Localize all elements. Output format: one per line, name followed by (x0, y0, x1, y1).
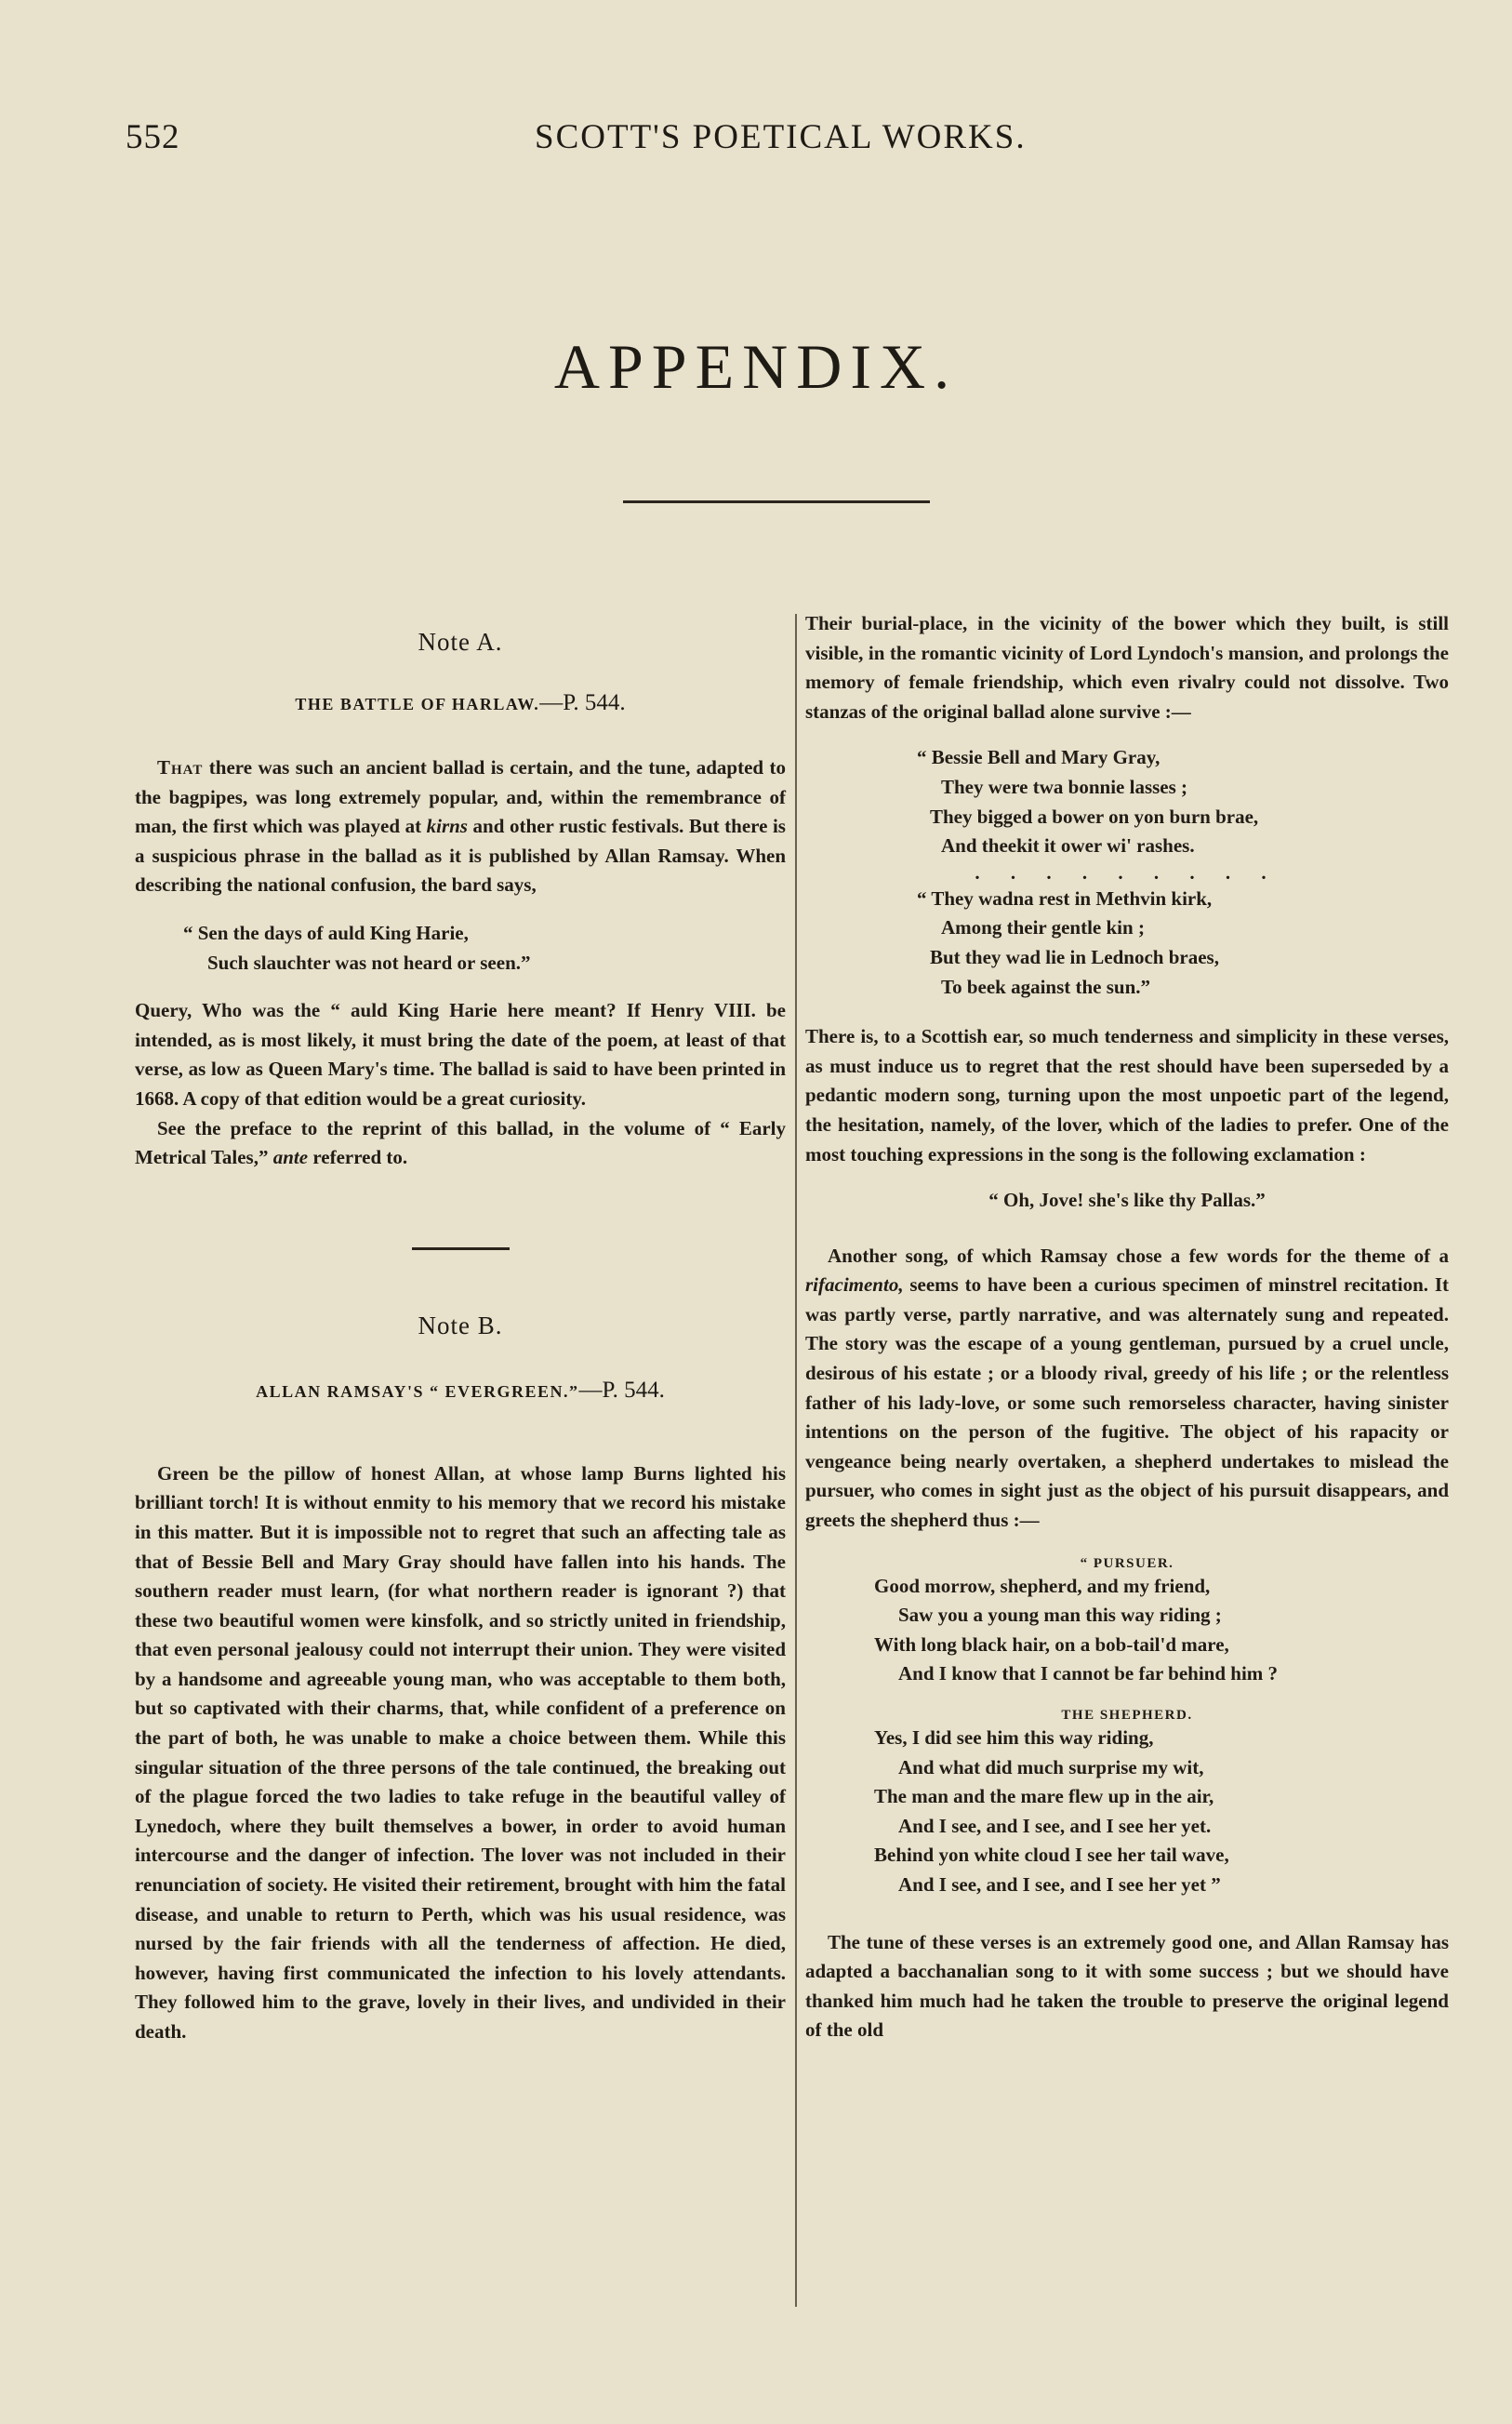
note-a-subheading (135, 690, 786, 716)
pursuer-label: “ PURSUER. (1080, 1555, 1174, 1571)
stanza-2-line-4: To beek against the sun.” (941, 975, 1151, 998)
note-b-para4-text-b: seems to have been a curious specimen of minstrel recitation. It was partly verse, partly narrative, and was alternately sung and repeated. The story was the escape of a young gentleman, pursued by a cruel uncle, desirous of his estate ; or a bloody rival, greedy of his life ; or the relentless father of his lady-love, or some such remorseless character, having sinister intentions on the person of the fugitive. The object of his rapacity or vengeance being nearly overtaken, a shepherd undertakes to mislead the pursuer, who comes in sight just as the object of his pursuit disappears, and greets the shepherd thus :— (805, 1273, 1449, 1532)
shepherd-line-5: Behind yon white cloud I see her tail wave, (874, 1844, 1229, 1867)
note-a-page-ref: —P. 544. (539, 690, 626, 715)
shepherd-line-1: Yes, I did see him this way riding, (874, 1726, 1154, 1749)
shepherd-verse (805, 1724, 1449, 1900)
note-b-paragraph-4 (805, 1242, 1449, 1536)
shepherd-line-6: And I see, and I see, and I see her yet ” (898, 1872, 1221, 1896)
stanza-2-line-2: Among their gentle kin ; (941, 916, 1145, 939)
right-column (805, 609, 1449, 2045)
page-title: APPENDIX. (553, 331, 959, 402)
ellipsis-dots: . . . . . . . . . (975, 860, 1280, 884)
shepherd-line-3: The man and the mare flew up in the air, (874, 1785, 1214, 1808)
title-rule (623, 500, 930, 503)
note-a-quote-line-1: “ Sen the days of auld King Harie, (183, 921, 469, 944)
pursuer-line-2: Saw you a young man this way riding ; (898, 1604, 1222, 1627)
shepherd-line-4: And I see, and I see, and I see her yet. (898, 1814, 1212, 1837)
note-a-paragraph-1 (135, 753, 786, 900)
note-b-paragraph-3: There is, to a Scottish ear, so much tenderness and simplicity in these verses, as must induce us to regret that the rest should have been superseded by a pedantic modern song, turning upon the most unpoetic part of the legend, the hesitation, namely, of the lover, which of the ladies to prefer. One of the most touching expressions in the song is the following exclamation : (805, 1025, 1449, 1165)
pursuer-line-4: And I know that I cannot be far behind him ? (898, 1662, 1279, 1685)
note-a-paragraph-3 (135, 1114, 786, 1173)
note-a-quote (135, 919, 786, 978)
note-a-lead-word: That (157, 756, 204, 779)
pursuer-verse (805, 1572, 1449, 1689)
stanza-2 (805, 885, 1449, 1002)
note-a-para1-text-b: and other rustic festivals. But there is a suspicious phrase in the ballad as it is published by Allan Ramsay. When describing the national confusion, the bard says, (135, 815, 786, 897)
note-a-subheading-text: THE BATTLE OF HARLAW. (295, 695, 540, 713)
shepherd-label: THE SHEPHERD. (1061, 1708, 1193, 1723)
stanza-2-line-3: But they wad lie in Lednoch braes, (930, 945, 1219, 968)
stanza-1-line-1: “ Bessie Bell and Mary Gray, (917, 746, 1161, 769)
note-b-para4-text-a: Another song, of which Ramsay chose a few words for the theme of a (828, 1244, 1449, 1267)
note-b-para4-italic: rifacimento, (805, 1273, 904, 1297)
left-column (135, 609, 786, 2047)
note-b-paragraph-1: Green be the pillow of honest Allan, at whose lamp Burns lighted his brilliant torch! It is without enmity to his memory that we record his mistake in this matter. But it is impossible not to regret that such an affecting tale as that of Bessie Bell and Mary Gray should have fallen into his hands. The southern reader must learn, (for what northern reader is ignorant ?) that these two beautiful women were kinsfolk, and so strictly united in friendship, that even personal jealousy could not interrupt their union. They were visited by a handsome and agreeable young man, who was acceptable to them both, but so captivated with their charms, that, while confident of a preference on the part of both, he was unable to make a choice between them. While this singular situation of the three persons of the tale continued, the breaking out of the plague forced the two ladies to take refuge in the beautiful valley of Lynedoch, where they built themselves a bower, in order to avoid human intercourse and the danger of infection. The lover was not included in their renunciation of society. He visited their retirement, brought with him the fatal disease, and unable to return to Perth, which was his usual residence, was nursed by the fair friends with all the tenderness of affection. He died, however, having first communicated the infection to his lovely attendants. They followed him to the grave, lovely in their lives, and undivided in their death. (135, 1461, 786, 2043)
note-a-para3-text-b: referred to. (308, 1146, 408, 1169)
note-b-paragraph-2: Their burial-place, in the vicinity of the bower which they built, is still visible, in the romantic vicinity of Lord Lyndoch's mansion, and prolongs the memory of female friendship, which even rivalry could not dissolve. Two stanzas of the original ballad alone survive :— (805, 612, 1449, 723)
exclamation: “ Oh, Jove! she's like thy Pallas.” (988, 1189, 1266, 1212)
note-b-paragraph-5: The tune of these verses is an extremely good one, and Allan Ramsay has adapted a bacchanalian song to it with some success ; but we should have thanked him much had he taken the trouble to preserve the original legend of the old (805, 1930, 1449, 2042)
shepherd-line-2: And what did much surprise my wit, (898, 1755, 1204, 1778)
note-a-para1-italic: kirns (426, 815, 468, 838)
running-head (126, 117, 1055, 164)
running-title: SCOTT'S POETICAL WORKS. (535, 118, 1027, 156)
note-a-heading: Note A. (418, 628, 503, 656)
note-a-quote-line-2: Such slauchter was not heard or seen.” (207, 951, 531, 974)
column-divider (795, 614, 797, 2307)
note-b-subheading-text: ALLAN RAMSAY'S “ EVERGREEN.” (256, 1381, 579, 1401)
page-number: 552 (126, 118, 180, 156)
note-a-para3-italic: ante (272, 1146, 309, 1169)
note-b-subheading (135, 1378, 786, 1404)
stanza-1-line-2: They were twa bonnie lasses ; (941, 775, 1188, 798)
stanza-2-line-1: “ They wadna rest in Methvin kirk, (917, 886, 1213, 910)
note-b-heading: Note B. (418, 1311, 503, 1339)
stanza-1-line-4: And theekit it ower wi' rashes. (941, 834, 1195, 858)
note-a-para3-text-a: See the preface to the reprint of this ballad, in the volume of “ Early Metrical Tales,” (135, 1116, 786, 1169)
pursuer-line-1: Good morrow, shepherd, and my friend, (874, 1574, 1211, 1597)
note-a-para1-text-a: there was such an ancient ballad is certain, and the tune, adapted to the bagpipes, was long extremely popular, and, within the remembrance of man, the first which was played at (135, 756, 786, 838)
stanza-1 (805, 743, 1449, 860)
note-a-paragraph-2: Query, Who was the “ auld King Harie here meant? If Henry VIII. be intended, as is most likely, it must bring the date of the poem, at least of that verse, as low as Queen Mary's time. The ballad is said to have been printed in 1668. A copy of that edition would be a great curiosity. (135, 999, 786, 1110)
pursuer-line-3: With long black hair, on a bob-tail'd mare, (874, 1632, 1229, 1656)
stanza-1-line-3: They bigged a bower on yon burn brae, (930, 805, 1259, 828)
note-b-page-ref: —P. 544. (578, 1377, 665, 1403)
